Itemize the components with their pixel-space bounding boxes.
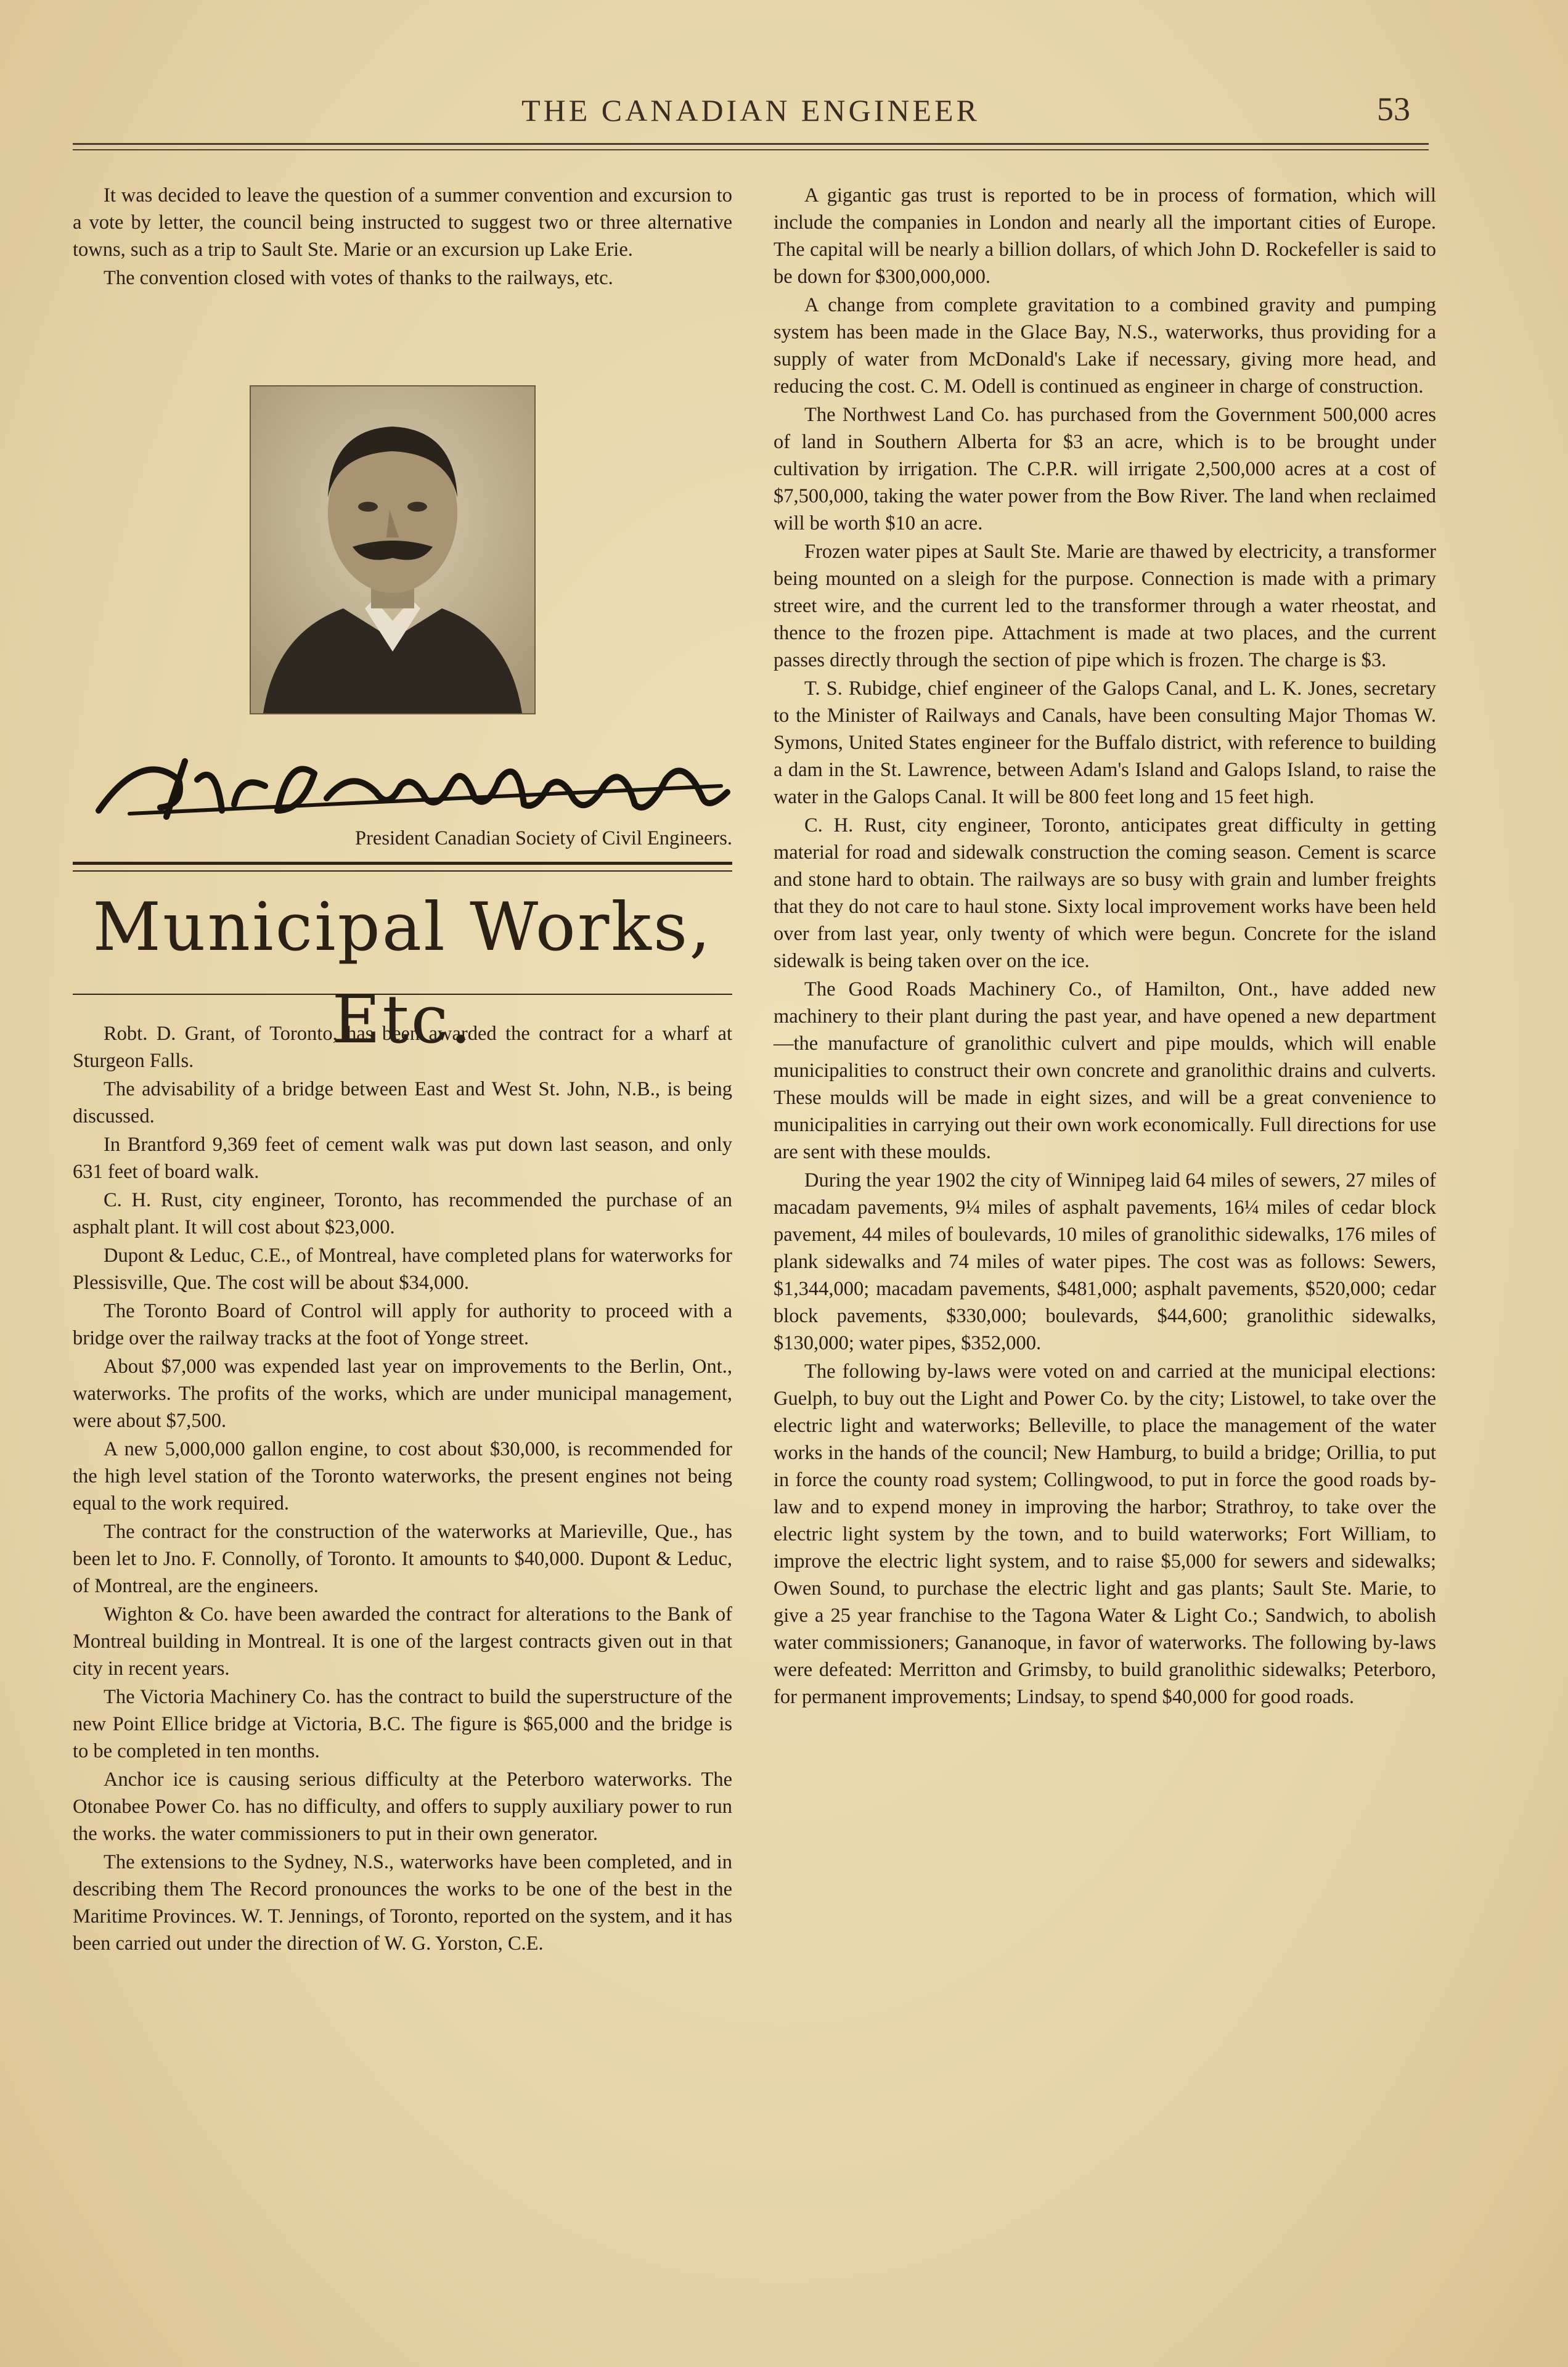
paragraph: In Brantford 9,369 feet of cement walk was put down last season, and only 631 feet of board walk.: [73, 1134, 732, 1183]
section-heading: Municipal Works, Etc.: [92, 889, 713, 1058]
paragraph: Frozen water pipes at Sault Ste. Marie are thawed by electricity, a transformer being mounted on a sleigh for the purpose. Connection is made with a primary street wire, and the current led to the transformer through a water rheostat, and thence to the frozen pipe. Attachment is made at two places, and the current passes directly through the section of pipe which is frozen. The charge is $3.: [774, 541, 1436, 671]
paragraph: About $7,000 was expended last year on improvements to the Berlin, Ont., waterworks. The profits of the works, which are under municipal management, were about $7,500.: [73, 1355, 732, 1432]
paragraph: The following by-laws were voted on and carried at the municipal elections: Guelph, to buy out the Light and Power Co. by the city; Listowel, to take over the electric light and waterworks; Belleville, to place the management of the water works in the hands of the council; New Hamburg, to build a bridge; Orillia, to put in force the county road system; Collingwood, to put in force the good roads by-law and to expend money in improving the harbor; Strathroy, to take over the electric light system by the town, and to build waterworks; Fort William, to improve the electric light system, and to raise $5,000 for sewers and sidewalks; Owen Sound, to purchase the electric light and gas plants; Sault Ste. Marie, to give a 25 year franchise to the Tagona Water & Light Co.; Sandwich, to abolish water commissioners; Gananoque, in favor of waterworks. The following by-laws were defeated: Merritton and Grimsby, to build granolithic sidewalks; Peterboro, for permanent improvements; Lindsay, to spend $40,000 for good roads.: [774, 1360, 1436, 1708]
paragraph: The Good Roads Machinery Co., of Hamilton, Ont., have added new machinery to their plant during the past year, and have opened a new department—the manufacture of granolithic culvert and pipe moulds, which will enable municipalities to construct their own concrete and granolithic drains and culverts. These moulds will be made in eight sizes, and will be a great convenience to municipalities in carrying out their own work economically. Full directions for use are sent with these moulds.: [774, 978, 1436, 1163]
left-column-articles: [73, 1020, 732, 1958]
paragraph: The contract for the construction of the waterworks at Marieville, Que., has been let to Jno. F. Connolly, of Toronto. It amounts to $40,000. Dupont & Leduc, of Montreal, are the engineers.: [73, 1521, 732, 1597]
section-rule-thin: [73, 870, 732, 872]
paragraph: During the year 1902 the city of Winnipeg laid 64 miles of sewers, 27 miles of macadam pavements, 9¼ miles of asphalt pavements, 16¼ miles of cedar block pavement, 44 miles of boulevards, 10 miles of granolithic sidewalks, 176 miles of plank sidewalks and 74 miles of water pipes. The cost was as follows: Sewers, $1,344,000; macadam pavements, $481,000; asphalt pavements, $520,000; cedar block pavements, $330,000; boulevards, $44,600; granolithic sidewalks, $130,000; water pipes, $352,000.: [774, 1169, 1436, 1354]
section-rule-thick: [73, 862, 732, 865]
header-rule: [73, 143, 1429, 145]
left-column-top: [73, 182, 732, 293]
paragraph: C. H. Rust, city engineer, Toronto, anticipates great difficulty in getting material for road and sidewalk construction the coming season. Cement is scarce and stone hard to obtain. The railways are so busy with grain and lumber freights that they do not care to haul stone. Sixty local improvement works have been held over from last year, only twenty of which were begun. Concrete for the island sidewalk is being taken over on the ice.: [774, 814, 1436, 972]
paragraph: Anchor ice is causing serious difficulty at the Peterboro waterworks. The Otonabee Power Co. has no difficulty, and offers to supply auxiliary power to run the works. the water commissioners to put in their own generator.: [73, 1768, 732, 1845]
paragraph: Robt. D. Grant, of Toronto, has been awarded the contract for a wharf at Sturgeon Falls.: [73, 1023, 732, 1072]
paragraph: The extensions to the Sydney, N.S., waterworks have been completed, and in describing them The Record pronounces the works to be one of the best in the Maritime Provinces. W. T. Jennings, of Toronto, reported on the system, and it has been carried out under the direction of W. G. Yorston, C.E.: [73, 1851, 732, 1955]
portrait-illustration: [251, 386, 534, 713]
paragraph: The Toronto Board of Control will apply for authority to proceed with a bridge over the railway tracks at the foot of Yonge street.: [73, 1300, 732, 1349]
journal-title: THE CANADIAN ENGINEER: [521, 93, 980, 128]
header-rule-thin: [73, 149, 1429, 150]
paragraph: A change from complete gravitation to a combined gravity and pumping system has been made in the Glace Bay, N.S., waterworks, thus providing for a supply of water from McDonald's Lake if necessary, giving more head, and reducing the cost. C. M. Odell is continued as engineer in charge of construction.: [774, 294, 1436, 398]
paragraph: It was decided to leave the question of a summer convention and excursion to a vote by letter, the council being instructed to suggest two or three alternative towns, such as a trip to Sault Ste. Marie or an excursion up Lake Erie.: [73, 184, 732, 261]
paragraph: T. S. Rubidge, chief engineer of the Galops Canal, and L. K. Jones, secretary to the Minister of Railways and Canals, have been consulting Major Thomas W. Symons, United States engineer for the Buffalo district, with reference to building a dam in the St. Lawrence, between Adam's Island and Galops Island, to raise the water in the Galops Canal. It will be 800 feet long and 15 feet high.: [774, 677, 1436, 808]
portrait-caption: President Canadian Society of Civil Engineers.: [355, 827, 732, 849]
paragraph: C. H. Rust, city engineer, Toronto, has recommended the purchase of an asphalt plant. It will cost about $23,000.: [73, 1189, 732, 1238]
paragraph: The Victoria Machinery Co. has the contract to build the superstructure of the new Point Ellice bridge at Victoria, B.C. The figure is $65,000 and the bridge is to be completed in ten months.: [73, 1686, 732, 1762]
paragraph: The convention closed with votes of thanks to the railways, etc.: [104, 267, 613, 289]
section-rule-bottom: [73, 994, 732, 995]
paragraph: Dupont & Leduc, C.E., of Montreal, have completed plans for waterworks for Plessisville, Que. The cost will be about $34,000.: [73, 1245, 732, 1294]
paragraph: A new 5,000,000 gallon engine, to cost about $30,000, is recommended for the high level station of the Toronto waterworks, the present engines not being equal to the work required.: [73, 1438, 732, 1515]
paragraph: The Northwest Land Co. has purchased from the Government 500,000 acres of land in Southern Alberta for $3 an acre, which is to be brought under cultivation by irrigation. The C.P.R. will irrigate 2,500,000 acres at a cost of $7,500,000, taking the water power from the Bow River. The land when reclaimed will be worth $10 an acre.: [774, 404, 1436, 534]
signature-image: [92, 737, 733, 829]
paragraph: A gigantic gas trust is reported to be in process of formation, which will include the companies in London and nearly all the important cities of Europe. The capital will be nearly a billion dollars, of which John D. Rockefeller is said to be down for $300,000,000.: [774, 184, 1436, 288]
paragraph: Wighton & Co. have been awarded the contract for alterations to the Bank of Montreal building in Montreal. It is one of the largest contracts given out in that city in recent years.: [73, 1603, 732, 1680]
page-number: 53: [1377, 91, 1410, 128]
portrait-photo: [250, 385, 536, 714]
page-header: [73, 92, 1429, 136]
paragraph: The advisability of a bridge between East and West St. John, N.B., is being discussed.: [73, 1078, 732, 1127]
right-column-articles: [774, 182, 1436, 1712]
